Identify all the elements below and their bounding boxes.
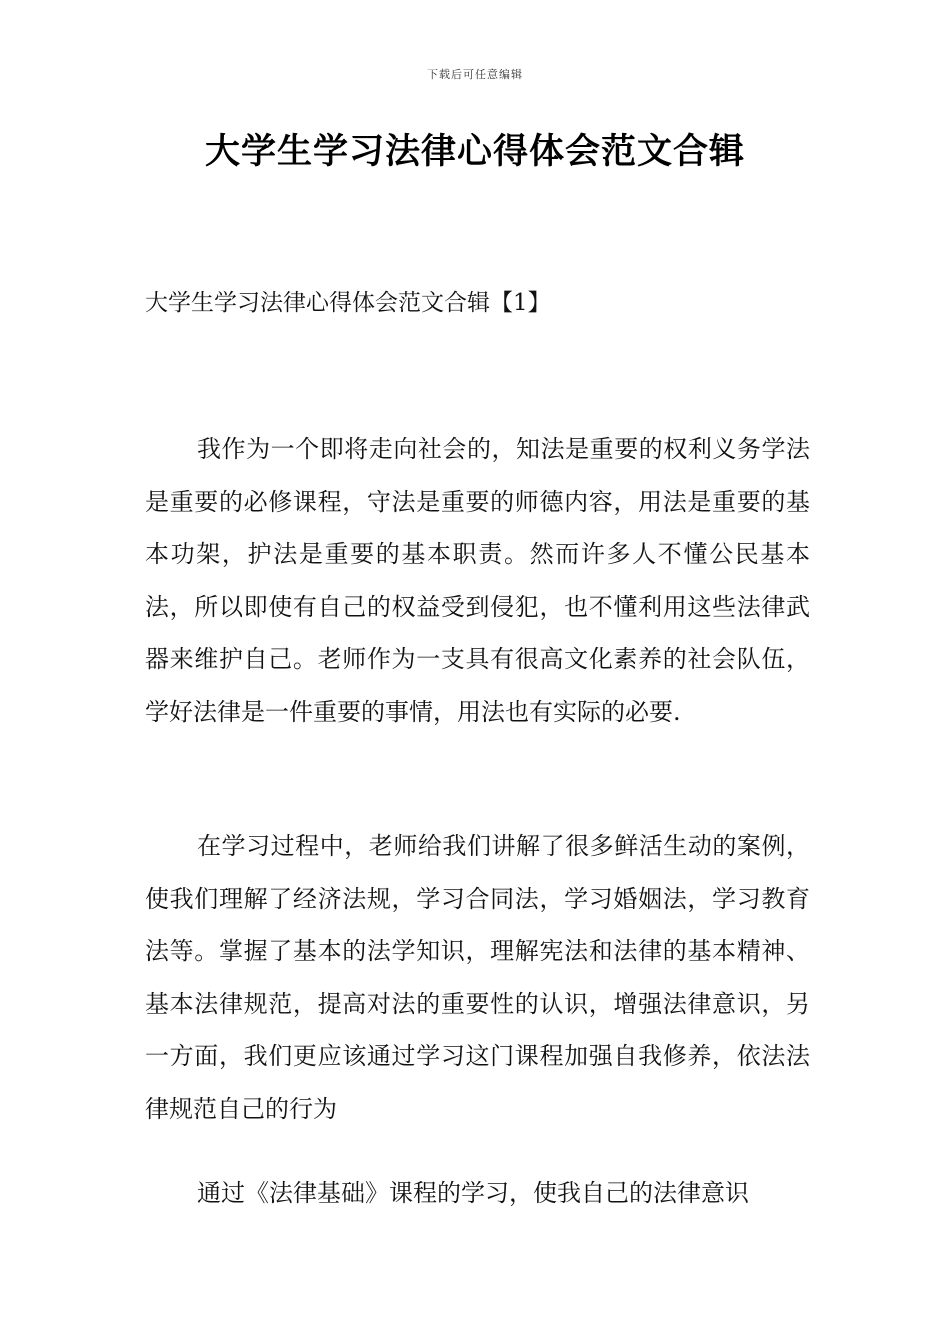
body-paragraph-3: 通过《法律基础》课程的学习，使我自己的法律意识: [197, 1179, 749, 1207]
body-paragraph-1: 我作为一个即将走向社会的，知法是重要的权利义务学法是重要的必修课程，守法是重要的师德内容，用法是重要的基本功架，护法是重要的基本职责。然而许多人不懂公民基本法，所以即使有自己的权益受到侵犯，也不懂利用这些法律武器来维护自己。老师作为一支具有很高文化素养的社会队伍，学好法律是一件重要的事情，用法也有实际的必要.: [145, 435, 810, 726]
document-title: 大学生学习法律心得体会范文合辑: [204, 132, 745, 172]
header-note: 下载后可任意编辑: [427, 68, 523, 81]
body-paragraph-2: 在学习过程中，老师给我们讲解了很多鲜活生动的案例，使我们理解了经济法规，学习合同法，学习婚姻法，学习教育法等。掌握了基本的法学知识，理解宪法和法律的基本精神、基本法律规范，提高对法的重要性的认识，增强法律意识，另一方面，我们更应该通过学习这门课程加强自我修养，依法法律规范自己的行为: [145, 832, 810, 1123]
section-heading: 大学生学习法律心得体会范文合辑【1】: [145, 290, 551, 316]
